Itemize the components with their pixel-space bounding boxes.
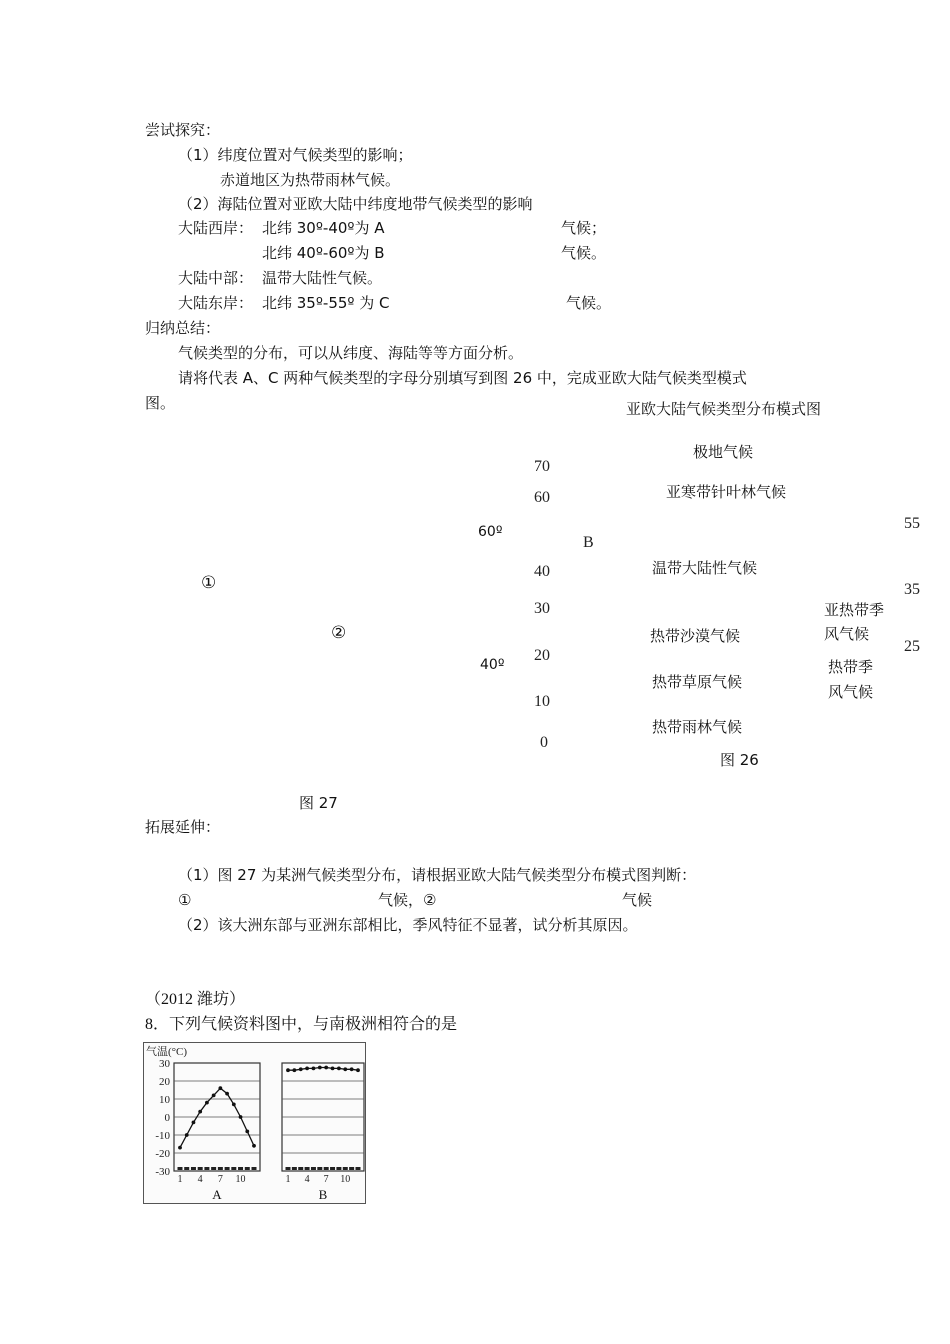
y-tick-label: -10 [155,1130,170,1142]
fig27-marker-2: ② [331,623,347,643]
extend-q1-blank2[interactable] [452,890,617,910]
chart-panel-a [174,1063,260,1202]
figure26-caption: 图 26 [720,751,759,769]
temperature-point [337,1067,341,1071]
temperature-point [232,1103,236,1107]
panel-label: B [318,1187,328,1202]
precip-bar [311,1167,316,1170]
temperature-point [218,1086,222,1090]
extend-q1: （1）图 27 为某洲气候类型分布，请根据亚欧大陆气候类型分布模式图判断： [178,866,697,884]
east-c-answer-blank[interactable] [395,293,560,313]
precip-bar [191,1167,196,1170]
y-tick-label: 20 [159,1076,170,1088]
precip-bar [198,1167,203,1170]
precip-bar [324,1167,329,1170]
temperature-point [312,1067,316,1071]
zone-desert: 热带沙漠气候 [650,627,741,645]
figure27-caption: 图 27 [299,794,338,812]
east-c-text: 北纬 35º-55º 为 C [262,294,390,312]
fig26-lat-30: 30 [534,600,550,617]
zone-tropical-monsoon-line2: 风气候 [828,683,874,701]
fig26-right-55: 55 [904,515,920,532]
y-tick-label: 10 [159,1094,170,1106]
temperature-point [350,1067,354,1071]
temperature-point [185,1133,189,1137]
precip-bar [204,1167,209,1170]
fig26-lat-20: 20 [534,647,550,664]
extend-q1-blank1[interactable] [198,890,373,910]
precip-bar [317,1167,322,1170]
x-tick-label: 1 [177,1174,183,1185]
temperature-point [331,1067,335,1071]
zone-tropical-monsoon-line1: 热带季 [828,658,874,676]
chart-ylabel: 气温(°C) [146,1046,188,1058]
zone-savanna: 热带草原气候 [652,673,743,691]
precip-bar [252,1167,257,1170]
fig26-lat-60: 60 [534,489,550,506]
y-tick-labels [155,1058,170,1178]
x-tick-label: 10 [340,1174,351,1185]
zone-subarctic: 亚寒带针叶林气候 [666,483,787,501]
west-a-tail: 气候； [561,219,607,237]
summary-heading: 归纳总结： [145,319,221,337]
temperature-point [239,1115,243,1119]
fig27-marker-1: ① [201,573,217,593]
try-item1-detail: 赤道地区为热带雨林气候。 [220,171,401,189]
precip-bar [238,1167,243,1170]
precip-bar [292,1167,297,1170]
temperature-point [252,1144,256,1148]
zone-temperate-continental: 温带大陆性气候 [652,559,758,577]
west-label: 大陆西岸： [178,219,254,237]
temperature-point [212,1094,216,1098]
zone-subtropical-monsoon-line1: 亚热带季 [824,601,885,619]
fig26-lat-0: 0 [540,734,548,751]
chart-panel-b [282,1063,364,1202]
temperature-point [324,1066,328,1070]
temperature-point [318,1066,322,1070]
x-tick-label: 1 [285,1174,291,1185]
temperature-point [192,1121,196,1125]
precip-bar [225,1167,230,1170]
temperature-point [356,1068,360,1072]
x-tick-label: 7 [217,1174,223,1185]
extend-q2: （2）该大洲东部与亚洲东部相比，季风特征不显著，试分析其原因。 [178,916,638,934]
panel-label: A [212,1187,222,1202]
precip-bar [218,1167,223,1170]
fig26-lat-40: 40 [534,563,550,580]
temperature-point [299,1067,303,1071]
east-c-tail: 气候。 [566,294,612,312]
question8-text: 8．下列气候资料图中，与南极洲相符合的是 [145,1016,458,1033]
fig26-lat-70: 70 [534,458,550,475]
precip-bar [343,1167,348,1170]
temperature-point [198,1110,202,1114]
precip-bar [231,1167,236,1170]
summary-p1: 气候类型的分布，可以从纬度、海陆等等方面分析。 [178,344,524,362]
precip-bar [349,1167,354,1170]
west-b-answer-blank[interactable] [395,243,555,263]
temperature-line [180,1088,254,1147]
x-tick-label: 4 [304,1174,310,1185]
zone-subtropical-monsoon-line2: 风气候 [824,625,870,643]
y-tick-label: -30 [155,1166,170,1178]
x-tick-label: 7 [323,1174,329,1185]
summary-p2: 请将代表 A、C 两种气候类型的字母分别填写到图 26 中，完成亚欧大陆气候类型模式 [178,369,747,387]
extend-q1-c: 气候 [622,891,653,909]
precip-bar [286,1167,291,1170]
east-label: 大陆东岸： [178,294,254,312]
fig26-b-marker: B [583,534,594,551]
fig27-lat-40: 40º [480,657,505,673]
x-tick-label: 10 [235,1174,246,1185]
precip-bar [330,1167,335,1170]
fig27-lat-60: 60º [478,524,503,540]
temperature-line [288,1068,358,1071]
fig26-right-35: 35 [904,581,920,598]
summary-p2-cont: 图。 [145,394,176,412]
precip-bar [305,1167,310,1170]
x-tick-label: 4 [197,1174,203,1185]
figure26-title: 亚欧大陆气候类型分布模式图 [626,400,822,418]
temperature-point [343,1067,347,1071]
try-heading: 尝试探究： [145,121,221,139]
extend-heading: 拓展延伸： [145,818,221,836]
west-b-tail: 气候。 [561,244,607,262]
climate-chart-svg [144,1043,365,1203]
question8-source: （2012 潍坊） [145,991,246,1008]
west-a-text: 北纬 30º-40º为 A [262,219,385,237]
inland-text: 温带大陆性气候。 [262,269,383,287]
temperature-point [205,1101,209,1105]
extend-q1-b: 气候，② [378,891,437,909]
temperature-point [286,1068,290,1072]
precip-bar [178,1167,183,1170]
y-tick-label: 30 [159,1058,170,1070]
y-tick-label: 0 [164,1112,170,1124]
precip-bar [298,1167,303,1170]
climate-chart [143,1042,366,1204]
zone-rainforest: 热带雨林气候 [652,718,743,736]
extend-q1-a: ① [178,891,192,909]
temperature-point [292,1068,296,1072]
inland-label: 大陆中部： [178,269,254,287]
temperature-point [305,1067,309,1071]
west-b-text: 北纬 40º-60º为 B [262,244,385,262]
precip-bar [184,1167,189,1170]
temperature-point [245,1130,249,1134]
temperature-point [178,1146,182,1150]
precip-bar [245,1167,250,1170]
west-a-answer-blank[interactable] [395,218,555,238]
fig26-lat-10: 10 [534,693,550,710]
try-item1: （1）纬度位置对气候类型的影响； [178,146,413,164]
temperature-point [225,1092,229,1096]
try-item2: （2）海陆位置对亚欧大陆中纬度地带气候类型的影响 [178,195,533,213]
fig26-right-25: 25 [904,638,920,655]
zone-polar: 极地气候 [693,443,754,461]
precip-bar [336,1167,341,1170]
y-tick-label: -20 [155,1148,170,1160]
precip-bar [356,1167,361,1170]
precip-bar [211,1167,216,1170]
